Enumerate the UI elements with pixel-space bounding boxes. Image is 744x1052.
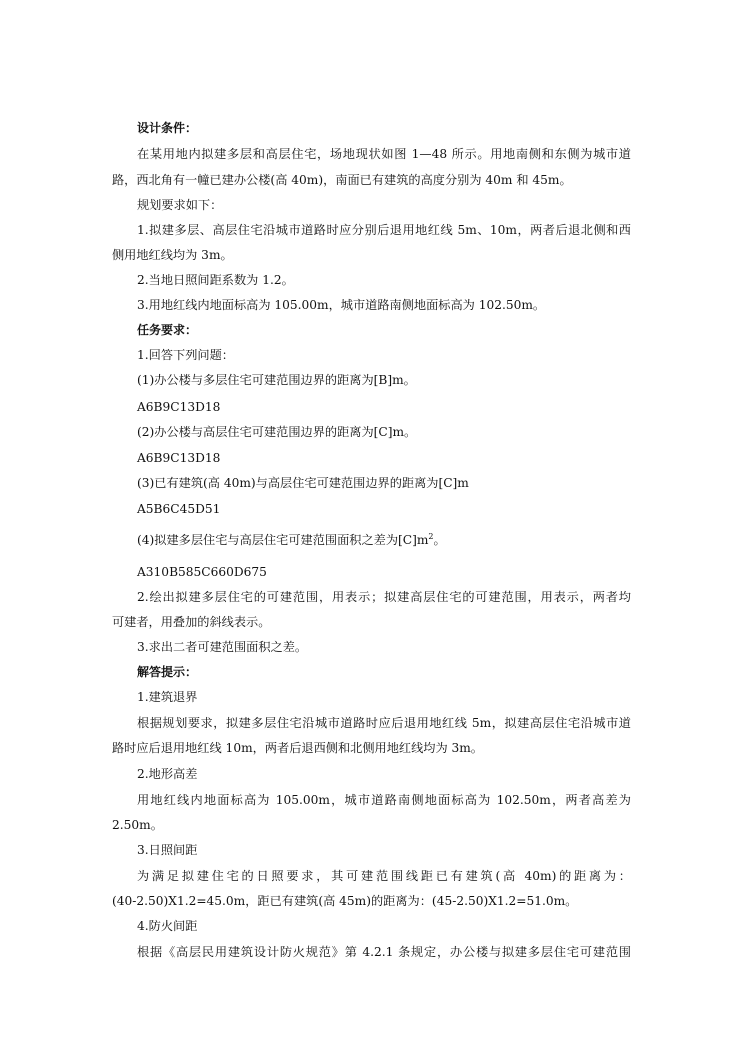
hint-2-line1: 用地红线内地面标高为 105.00m，城市道路南侧地面标高为 102.50m，两者高差为 (137, 793, 631, 807)
question-3-options: A5B6C45D51 (137, 502, 221, 516)
para1-line1: 在某用地内拟建多层和高层住宅，场地现状如图 1—48 所示。用地南侧和东侧为城市道 (137, 147, 631, 161)
question-4-text: (4)拟建多层住宅与高层住宅可建范围面积之差为[C]m (137, 533, 429, 547)
question-2-options: A6B9C13D18 (137, 451, 221, 465)
hints-heading: 解答提示： (137, 665, 198, 679)
question-4 (137, 532, 446, 548)
hint-1-line2: 路时应后退用地红线 10m，两者后退西侧和北侧用地红线均为 3m。 (112, 741, 483, 755)
hint-3-line2: (40-2.50)X1.2=45.0m，距已有建筑(高 45m)的距离为：(45-2.50)X1.2=51.0m。 (112, 894, 578, 908)
hint-1-line1: 根据规划要求，拟建多层住宅沿城市道路时应后退用地红线 5m，拟建高层住宅沿城市道 (137, 716, 631, 730)
task-2-line2: 可建者，用叠加的斜线表示。 (112, 615, 271, 629)
question-3: (3)已有建筑(高 40m)与高层住宅可建范围边界的距离为[C]m (137, 476, 469, 490)
question-4-end: 。 (433, 533, 446, 547)
hint-4-title: 4.防火间距 (137, 919, 198, 933)
hint-2-line2: 2.50m。 (112, 818, 163, 832)
question-1: (1)办公楼与多层住宅可建范围边界的距离为[B]m。 (137, 373, 416, 387)
requirement-3: 3.用地红线内地面标高为 105.00m，城市道路南侧地面标高为 102.50m。 (137, 298, 546, 312)
question-4-options: A310B585C660D675 (137, 565, 267, 579)
hint-3-line1: 为满足拟建住宅的日照要求，其可建范围线距已有建筑(高 40m)的距离为： (137, 869, 631, 883)
requirement-1-line1: 1.拟建多层、高层住宅沿城市道路时应分别后退用地红线 5m、10m，两者后退北侧和西 (137, 223, 631, 237)
para1-line2: 路，西北角有一幢已建办公楼(高 40m)，南面已有建筑的高度分别为 40m 和 45m。 (112, 173, 572, 187)
requirement-2: 2.当地日照间距系数为 1.2。 (137, 273, 294, 287)
hint-2-title: 2.地形高差 (137, 767, 198, 781)
task-2-line1: 2.绘出拟建多层住宅的可建范围，用表示；拟建高层住宅的可建范围，用表示，两者均 (137, 590, 631, 604)
planning-requirements-label: 规划要求如下： (137, 198, 223, 212)
task-heading: 任务要求： (137, 323, 198, 337)
question-4-superscript: 2 (428, 531, 434, 541)
task-3: 3.求出二者可建范围面积之差。 (137, 640, 308, 654)
task-1: 1.回答下列问题： (137, 348, 234, 362)
question-2: (2)办公楼与高层住宅可建范围边界的距离为[C]m。 (137, 425, 417, 439)
requirement-1-line2: 侧用地红线均为 3m。 (112, 248, 233, 262)
design-conditions-heading: 设计条件： (137, 121, 198, 135)
hint-3-title: 3.日照间距 (137, 843, 198, 857)
question-1-options: A6B9C13D18 (137, 400, 221, 414)
hint-4-line1: 根据《高层民用建筑设计防火规范》第 4.2.1 条规定，办公楼与拟建多层住宅可建范围 (137, 945, 631, 959)
hint-1-title: 1.建筑退界 (137, 690, 198, 704)
